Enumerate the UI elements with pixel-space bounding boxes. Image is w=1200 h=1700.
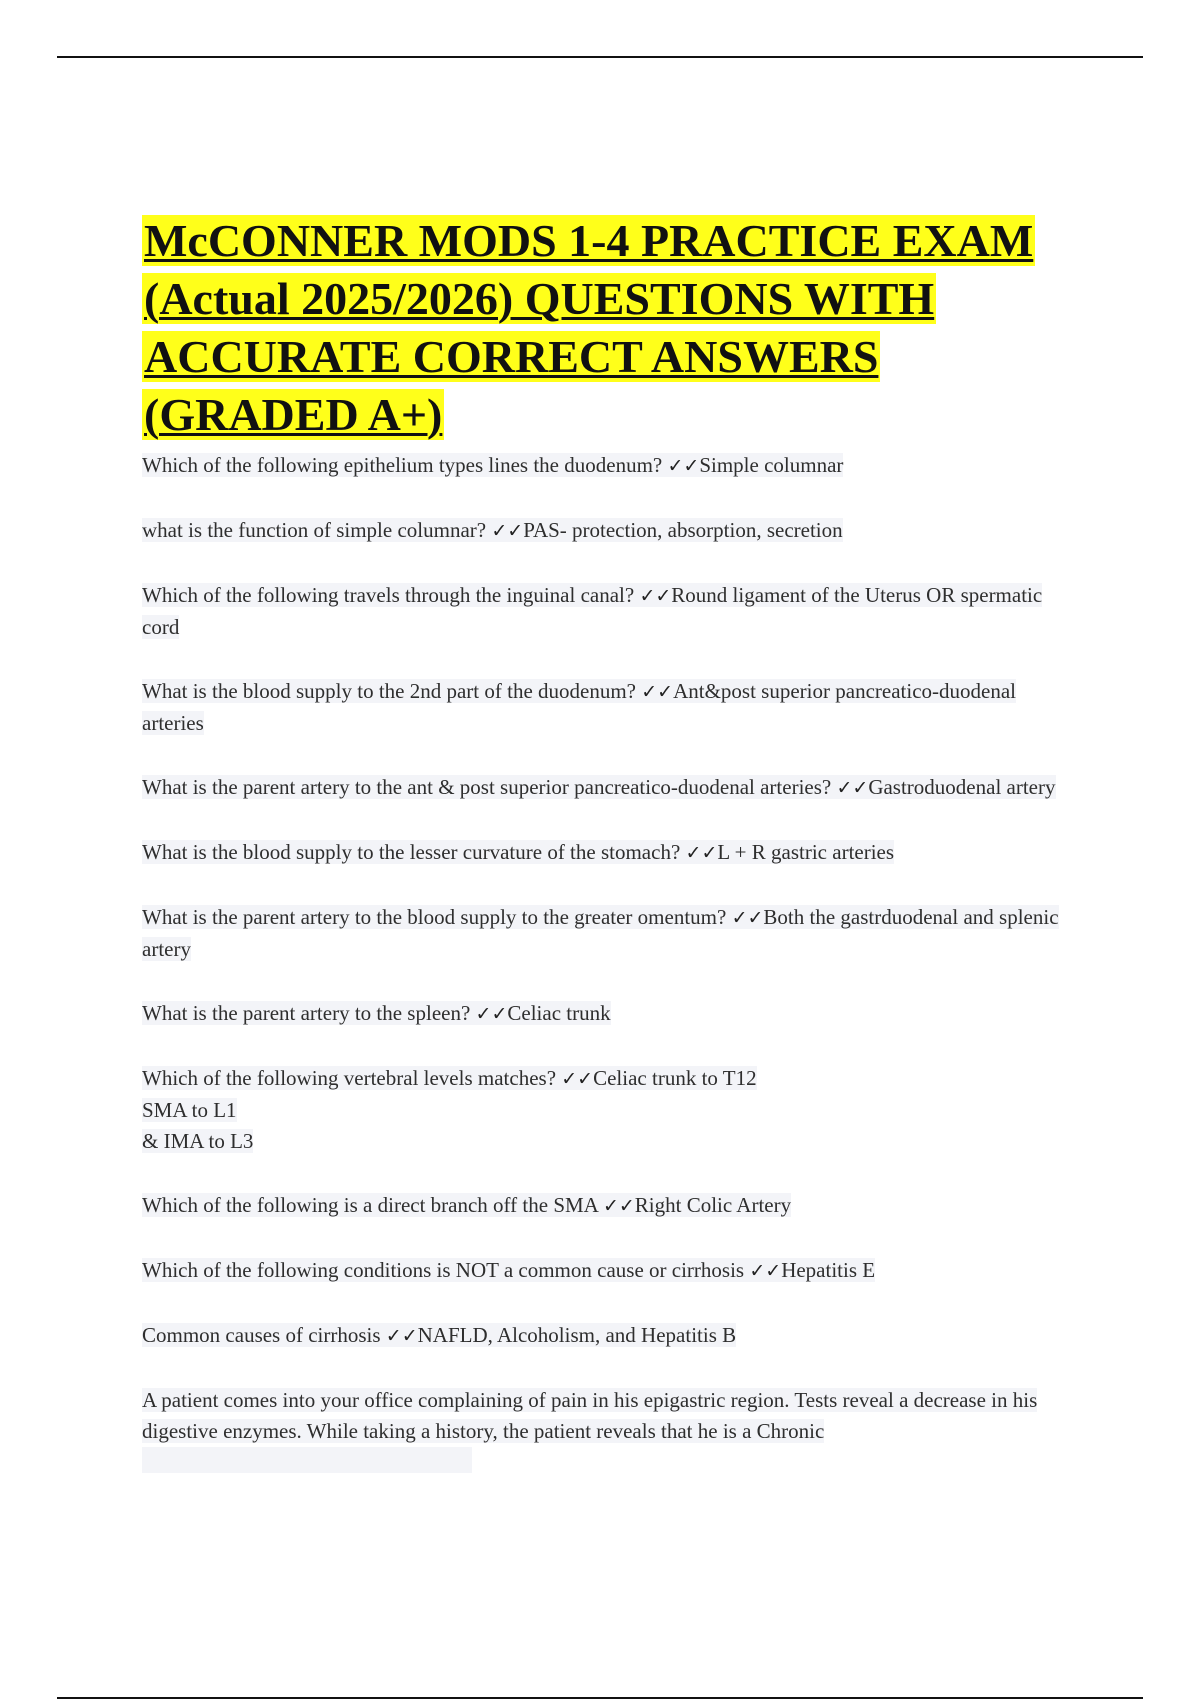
top-rule (57, 56, 1143, 58)
qa-item (142, 676, 1072, 739)
double-check-icon: ✓✓ (667, 455, 700, 477)
answer-text: Hepatitis E (781, 1258, 876, 1282)
question-text: Which of the following travels through the inguinal canal? (142, 583, 635, 607)
question-text: what is the function of simple columnar? (142, 518, 487, 542)
qa-item (142, 772, 1072, 804)
double-check-icon: ✓✓ (561, 1068, 594, 1090)
question-text: Which of the following conditions is NOT a common cause or cirrhosis (142, 1258, 745, 1282)
question-text: Which of the following epithelium types lines the duodenum? (142, 453, 663, 477)
document-body (142, 212, 1072, 1473)
double-check-icon: ✓✓ (385, 1325, 418, 1347)
double-check-icon: ✓✓ (836, 777, 869, 799)
final-paragraph: A patient comes into your office complaining of pain in his epigastric region. Tests reveal a decrease in his digestive enzymes. While taking a history, the patient reveals that he is a Chronic (142, 1388, 1038, 1443)
answer-text: Ant&post superior pancreatico-duodenal arteries (142, 679, 1016, 735)
qa-item (142, 837, 1072, 869)
qa-item (142, 902, 1072, 965)
qa-item (142, 1255, 1072, 1287)
question-text: Which of the following vertebral levels matches? (142, 1066, 557, 1090)
answer-text: NAFLD, Alcoholism, and Hepatitis B (417, 1323, 737, 1347)
question-text: What is the parent artery to the blood supply to the greater omentum? (142, 905, 727, 929)
title-highlight: McCONNER MODS 1-4 PRACTICE EXAM (Actual 2025/2026) QUESTIONS WITH ACCURATE CORRECT ANSWERS (GRADED A+) (144, 215, 1034, 440)
double-check-icon: ✓✓ (602, 1195, 635, 1217)
answer-text: Simple columnar (699, 453, 844, 477)
qa-item (142, 1063, 1072, 1157)
double-check-icon: ✓✓ (475, 1003, 508, 1025)
answer-text: Gastroduodenal artery (868, 775, 1056, 799)
answer-text: Round ligament of the Uterus OR spermatic cord (142, 583, 1043, 639)
qa-list (142, 450, 1072, 1352)
answer-text: Both the gastrduodenal and splenic artery (142, 905, 1059, 961)
double-check-icon: ✓✓ (491, 520, 524, 542)
answer-text: Celiac trunk to T12 SMA to L1 & IMA to L3 (142, 1066, 757, 1153)
answer-text: Celiac trunk (507, 1001, 611, 1025)
double-check-icon: ✓✓ (685, 842, 718, 864)
shaded-blank-line (142, 1447, 472, 1473)
question-text: Common causes of cirrhosis (142, 1323, 381, 1347)
answer-text: L + R gastric arteries (717, 840, 895, 864)
question-text: Which of the following is a direct branch off the SMA (142, 1193, 598, 1217)
answer-text: Right Colic Artery (634, 1193, 792, 1217)
answer-text: PAS- protection, absorption, secretion (523, 518, 843, 542)
double-check-icon: ✓✓ (749, 1260, 782, 1282)
question-text: What is the parent artery to the spleen? (142, 1001, 471, 1025)
question-text: What is the blood supply to the lesser curvature of the stomach? (142, 840, 681, 864)
document-title (142, 212, 1072, 444)
qa-item (142, 1190, 1072, 1222)
qa-item (142, 998, 1072, 1030)
question-text: What is the blood supply to the 2nd part of the duodenum? (142, 679, 636, 703)
double-check-icon: ✓✓ (639, 585, 672, 607)
qa-item (142, 1320, 1072, 1352)
question-text: What is the parent artery to the ant & post superior pancreatico-duodenal arteries? (142, 775, 832, 799)
double-check-icon: ✓✓ (731, 907, 764, 929)
bottom-rule (57, 1697, 1143, 1699)
qa-item (142, 515, 1072, 547)
qa-item (142, 450, 1072, 482)
double-check-icon: ✓✓ (641, 681, 674, 703)
qa-item (142, 580, 1072, 643)
